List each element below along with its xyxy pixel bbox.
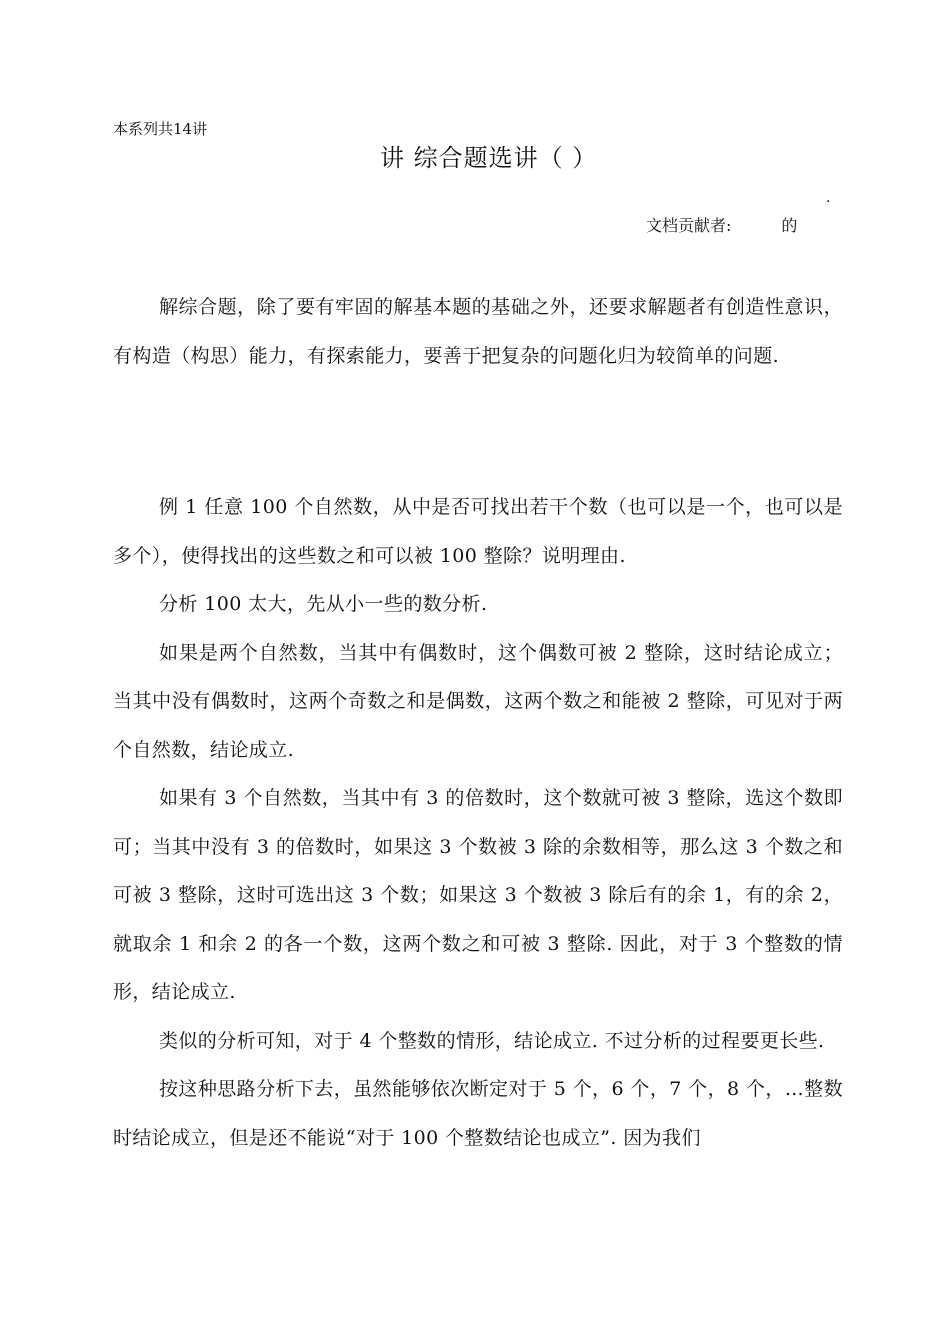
analysis-three-numbers: 如果有 3 个自然数，当其中有 3 的倍数时，这个数就可被 3 整除，选这个数即可；当其中没有 3 的倍数时，如果这 3 个数被 3 除的余数相等，那么这 3 个数之和可被 3 整除，这时可选出这 3 个数；如果这 3 个数被 3 除后有的余 1，有的余 2，就取余 1 和余 2 的各一个数，这两个数之和可被 3 整除. 因此，对于 3 个整数的情形，结论成立. bbox=[113, 787, 843, 1003]
analysis-four-numbers: 类似的分析可知，对于 4 个整数的情形，结论成立. 不过分析的过程要更长些. bbox=[159, 1029, 825, 1052]
intro-paragraph: 解综合题，除了要有牢固的解基本题的基础之外，还要求解题者有创造性意识，有构造（构思）能力，有探索能力，要善于把复杂的问题化归为较简单的问题. bbox=[113, 296, 843, 367]
analysis-heading: 分析 100 太大，先从小一些的数分析. bbox=[159, 593, 488, 615]
contributor-name: 的 bbox=[781, 216, 798, 235]
example-1-problem: 例 1 任意 100 个自然数，从中是否可找出若干个数（也可以是一个，也可以是多个），使得找出的这些数之和可以被 100 整除？说明理由. bbox=[113, 496, 843, 567]
series-note: 本系列共14讲 bbox=[113, 120, 208, 138]
contributor-line bbox=[646, 213, 797, 236]
analysis-two-numbers: 如果是两个自然数，当其中有偶数时，这个偶数可被 2 整除，这时结论成立；当其中没有偶数时，这两个奇数之和是偶数，这两个数之和能被 2 整除，可见对于两个自然数，结论成立. bbox=[113, 641, 843, 761]
dot-mark: . bbox=[826, 190, 831, 206]
page-title: 讲 综合题选讲（ ） bbox=[380, 144, 598, 172]
contributor-label: 文档贡献者: bbox=[646, 216, 732, 235]
analysis-general: 按这种思路分析下去，虽然能够依次断定对于 5 个，6 个，7 个，8 个，…整数时结论成立，但是还不能说“对于 100 个整数结论也成立”. 因为我们 bbox=[113, 1078, 843, 1149]
content-section bbox=[113, 483, 843, 1162]
